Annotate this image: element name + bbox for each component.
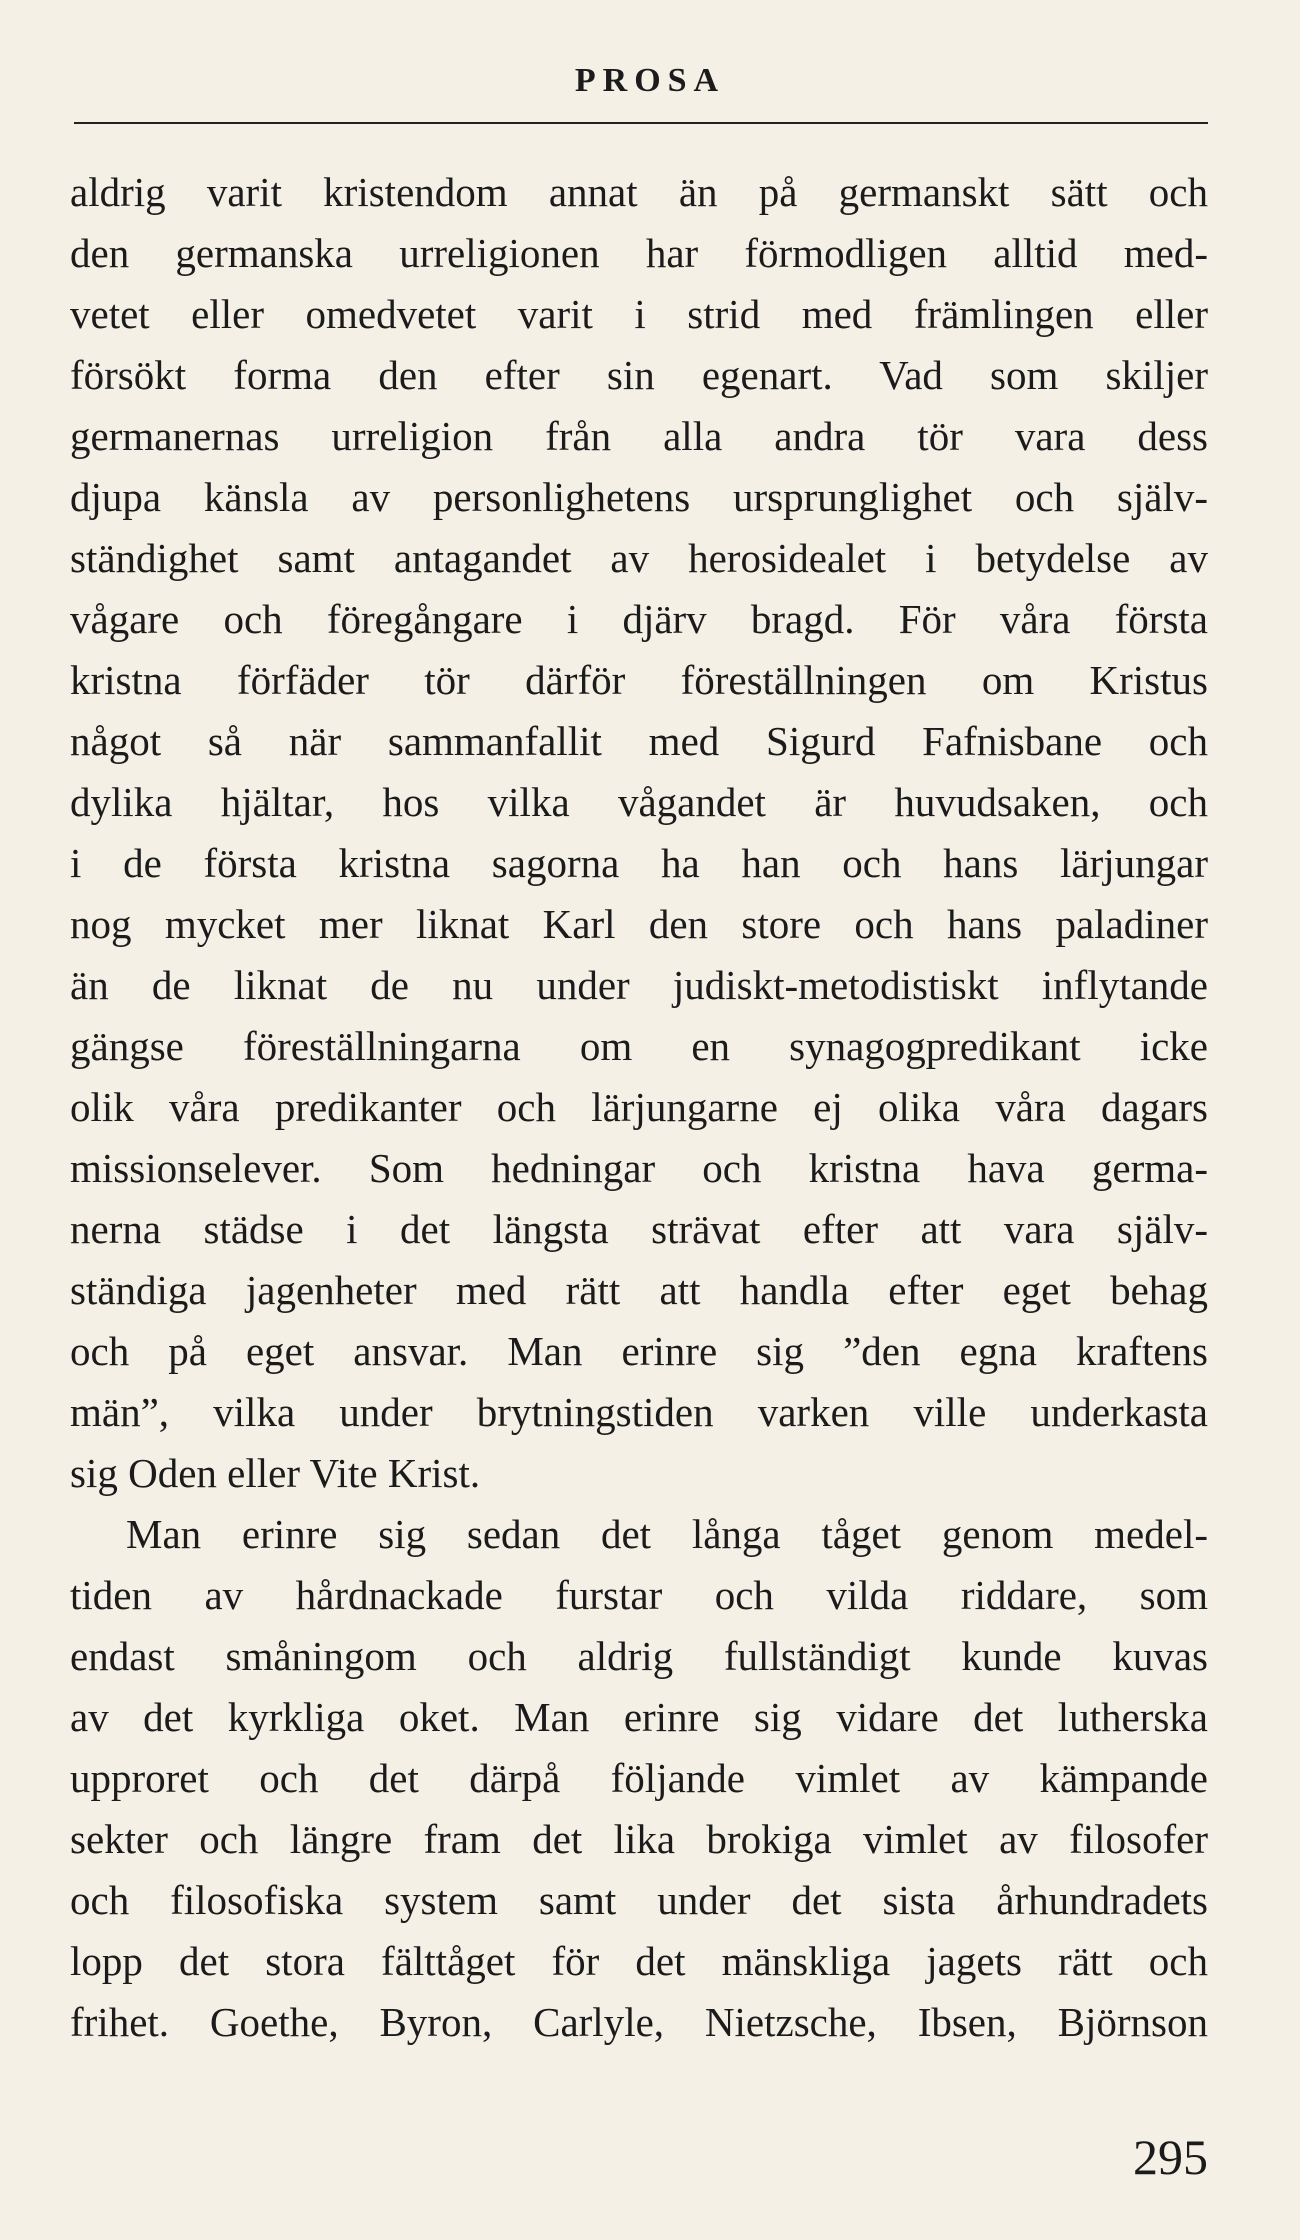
running-head: PROSA	[574, 62, 726, 99]
text-line: ständighet samt antagandet av herosidealet i betydelse av	[70, 535, 1208, 581]
text-line: vågare och föregångare i djärv bragd. För våra första	[70, 596, 1208, 642]
page-number: 295	[1133, 2129, 1208, 2185]
text-line: och på eget ansvar. Man erinre sig ”den egna kraftens	[70, 1328, 1208, 1374]
text-line: endast småningom och aldrig fullständigt kunde kuvas	[70, 1633, 1208, 1679]
text-line: tiden av hårdnackade furstar och vilda riddare, som	[70, 1572, 1208, 1618]
text-line: missionselever. Som hedningar och kristna hava germa-	[70, 1145, 1208, 1191]
text-line: dylika hjältar, hos vilka vågandet är huvudsaken, och	[70, 779, 1208, 825]
text-line: den germanska urreligionen har förmodligen alltid med-	[70, 230, 1208, 276]
body-text	[70, 162, 1208, 2053]
text-line: män”, vilka under brytningstiden varken ville underkasta	[70, 1389, 1208, 1435]
text-line: Man erinre sig sedan det långa tåget genom medel-	[126, 1511, 1208, 1557]
text-line: något så när sammanfallit med Sigurd Fafnisbane och	[70, 718, 1208, 764]
text-line: sig Oden eller Vite Krist.	[70, 1450, 481, 1496]
text-line: nog mycket mer liknat Karl den store och hans paladiner	[70, 901, 1208, 947]
text-line: försökt forma den efter sin egenart. Vad som skiljer	[70, 352, 1208, 398]
text-line: av det kyrkliga oket. Man erinre sig vidare det lutherska	[70, 1694, 1208, 1740]
text-line: djupa känsla av personlighetens ursprunglighet och själv-	[70, 474, 1208, 520]
text-line: aldrig varit kristendom annat än på germanskt sätt och	[70, 169, 1208, 215]
text-line: sekter och längre fram det lika brokiga vimlet av filosofer	[70, 1816, 1208, 1862]
text-line: och filosofiska system samt under det sista århundradets	[70, 1877, 1208, 1923]
header-rule	[74, 122, 1208, 124]
text-line: olik våra predikanter och lärjungarne ej olika våra dagars	[70, 1084, 1208, 1130]
text-line: kristna förfäder tör därför föreställningen om Kristus	[70, 657, 1208, 703]
text-line: gängse föreställningarna om en synagogpredikant icke	[70, 1023, 1208, 1069]
text-line: i de första kristna sagorna ha han och hans lärjungar	[70, 840, 1208, 886]
text-line: frihet. Goethe, Byron, Carlyle, Nietzsche, Ibsen, Björnson	[70, 1999, 1208, 2045]
text-line: ständiga jagenheter med rätt att handla efter eget behag	[70, 1267, 1208, 1313]
text-line: germanernas urreligion från alla andra tör vara dess	[70, 413, 1208, 459]
text-line: än de liknat de nu under judiskt-metodistiskt inflytande	[70, 962, 1208, 1008]
text-line: upproret och det därpå följande vimlet av kämpande	[70, 1755, 1208, 1801]
text-line: vetet eller omedvetet varit i strid med främlingen eller	[70, 291, 1208, 337]
text-line: nerna städse i det längsta strävat efter att vara själv-	[70, 1206, 1208, 1252]
text-line: lopp det stora fälttåget för det mänskliga jagets rätt och	[70, 1938, 1208, 1984]
